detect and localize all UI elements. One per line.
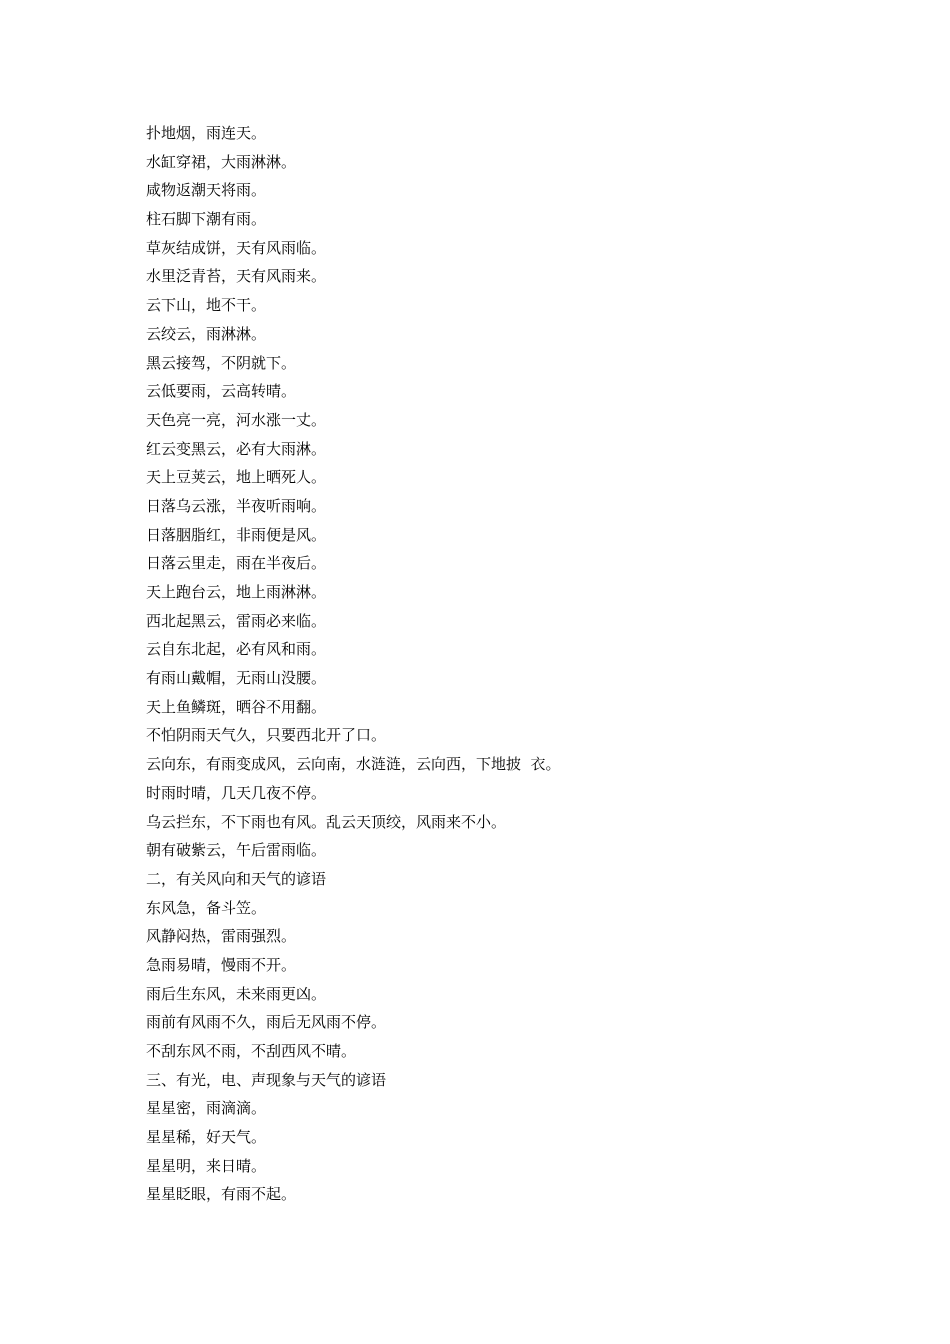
proverb-line: 水里泛青苔，天有风雨来。 <box>146 267 327 286</box>
proverb-line: 雨后生东风，未来雨更凶。 <box>146 984 327 1003</box>
proverb-line: 云向东，有雨变成风，云向南，水涟涟，云向西，下地披 衣。 <box>146 755 561 774</box>
proverb-line: 咸物返潮天将雨。 <box>146 181 267 200</box>
section-heading: 二，有关风向和天气的谚语 <box>146 869 327 888</box>
proverb-line: 天上鱼鳞斑，晒谷不用翻。 <box>146 697 327 716</box>
proverb-line: 星星明，来日晴。 <box>146 1156 267 1175</box>
proverb-line: 乌云拦东，不下雨也有风。乱云天顶绞，风雨来不小。 <box>146 812 507 831</box>
proverb-line: 云下山，地不干。 <box>146 296 267 315</box>
proverb-line: 雨前有风雨不久，雨后无风雨不停。 <box>146 1013 387 1032</box>
proverb-line: 风静闷热，雷雨强烈。 <box>146 927 297 946</box>
proverb-line: 星星稀，好天气。 <box>146 1128 267 1147</box>
proverb-line: 扑地烟，雨连天。 <box>146 124 267 142</box>
proverb-line: 柱石脚下潮有雨。 <box>146 210 267 229</box>
proverb-line: 星星眨眼，有雨不起。 <box>146 1185 297 1204</box>
proverb-line: 天上跑台云，地上雨淋淋。 <box>146 583 327 601</box>
proverb-line: 西北起黑云，雷雨必来临。 <box>146 611 327 630</box>
proverb-line: 黑云接驾，不阴就下。 <box>146 353 297 372</box>
proverb-line: 时雨时晴，几天几夜不停。 <box>146 783 327 802</box>
proverb-line: 水缸穿裙，大雨淋淋。 <box>146 152 297 171</box>
proverb-line: 有雨山戴帽，无雨山没腰。 <box>146 669 327 688</box>
proverb-line: 日落云里走，雨在半夜后。 <box>146 554 327 573</box>
proverb-line: 不怕阴雨天气久，只要西北开了口。 <box>146 726 387 745</box>
proverb-line: 不刮东风不雨，不刮西风不晴。 <box>146 1042 357 1060</box>
proverb-list <box>146 119 906 1209</box>
proverb-line: 草灰结成饼，天有风雨临。 <box>146 238 327 257</box>
proverb-line: 朝有破紫云，午后雷雨临。 <box>146 841 327 860</box>
proverb-line: 云绞云，雨淋淋。 <box>146 324 267 343</box>
proverb-line: 天色亮一亮，河水涨一丈。 <box>146 410 327 429</box>
proverb-line: 日落胭脂红，非雨便是风。 <box>146 525 327 544</box>
proverb-line: 日落乌云涨，半夜听雨响。 <box>146 496 327 515</box>
proverb-line: 红云变黑云，必有大雨淋。 <box>146 439 327 458</box>
proverb-line: 星星密，雨滴滴。 <box>146 1099 267 1118</box>
proverb-line: 云低要雨，云高转晴。 <box>146 382 297 401</box>
section-heading: 三、有光，电、声现象与天气的谚语 <box>146 1070 387 1089</box>
proverb-line: 云自东北起，必有风和雨。 <box>146 640 327 659</box>
proverb-line: 急雨易晴，慢雨不开。 <box>146 955 297 974</box>
proverb-line: 天上豆荚云，地上晒死人。 <box>146 468 327 487</box>
proverb-line: 东风急，备斗笠。 <box>146 898 267 917</box>
